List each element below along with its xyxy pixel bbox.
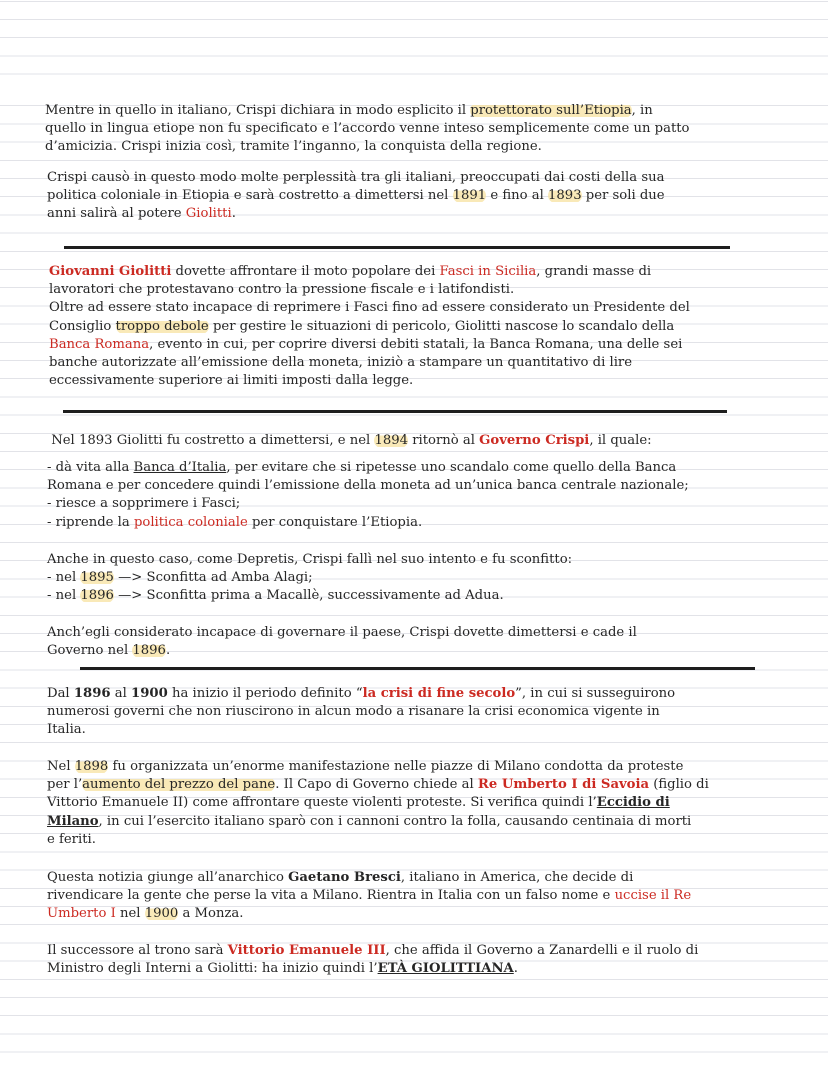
text-run: politica coloniale in Etiopia e sarà costretto a dimettersi nel [47,188,453,204]
paragraph-protettorato [45,102,690,157]
text-run: , in cui l’esercito italiano sparò con i cannoni contro la folla, causando centinaia di morti [98,813,692,829]
paragraph-crisi-fine-secolo [47,685,675,740]
text-run: per soli due [581,188,665,204]
bold-term: Gaetano Bresci [288,870,401,885]
text-run: Dal [47,686,74,701]
list-item [47,514,689,532]
text-run: , che affida il Governo a Zanardelli e il ruolo di [385,943,699,958]
list-item [47,459,689,477]
red-bold-term: Governo Crispi [479,433,590,448]
text-line [49,263,690,281]
text-line [47,776,709,794]
red-bold-term: la crisi di fine secolo [362,686,516,701]
text-run: per conquistare l’Etiopia. [247,514,423,530]
highlight-year: 1894 [374,433,409,448]
highlight-protettorato: protettorato sull’Etiopia [470,103,632,118]
text-line [47,432,652,450]
text-line [49,336,690,354]
text-line: Crispi causò in questo modo molte perplessità tra gli italiani, preoccupati dai costi della sua [47,170,665,185]
paragraph-giolitti [49,263,690,390]
text-run: rivendicare la gente che perse la vita a Milano. Rientra in Italia con un falso nome e [47,888,615,904]
red-term: Umberto I [47,906,116,922]
highlight-prezzo-pane: aumento del prezzo del pane [82,777,276,793]
text-line: numerosi governi che non riuscirono in alcun modo a risanare la crisi economica vigente in [47,704,660,720]
highlight-troppo-debole: troppo debole [115,318,209,334]
text-line: banche autorizzate all’emissione della moneta, iniziò a stampare un quantitativo di lire [49,355,633,371]
text-run: Ministro degli Interni a Giolitti: ha inizio quindi l’ [47,961,378,977]
text-line [47,205,665,223]
highlight-year: 1893 [548,188,582,204]
text-run: al [110,686,132,701]
text-run: - nel [47,570,81,586]
text-run: —> Sconfitta ad Amba Alagi; [113,570,313,586]
red-term: Banca Romana [49,336,150,352]
text-line [47,960,698,978]
underlined-term: Banca d’Italia [133,460,227,475]
text-line [47,887,691,905]
text-run: Vittorio Emanuele II) come affrontare queste violenti proteste. Si verifica quindi l’ [47,795,597,811]
separator-line [63,410,727,413]
text-line [47,942,698,960]
text-line: eccessivamente superiore ai limiti imposti dalla legge. [49,373,414,389]
list-item [47,587,572,605]
list-item [47,569,572,587]
text-run: Il successore al trono sarà [47,943,228,958]
text-line: Oltre ad essere stato incapace di reprimere i Fasci fino ad essere considerato un Presidente del [49,300,690,316]
text-line [49,318,690,336]
text-run: ritornò al [408,433,480,448]
list-item: - riesce a sopprimere i Fasci; [47,496,241,512]
text-line [47,813,709,831]
red-term: Fasci in Sicilia [439,264,537,279]
text-line [47,869,691,887]
text-line: Anche in questo caso, come Depretis, Crispi fallì nel suo intento e fu sconfitto: [47,552,573,567]
text-run: , in [631,103,653,118]
text-line: Romana e per concedere quindi l’emissione della moneta ad un’unica banca centrale nazionale; [47,478,689,494]
highlight-year: 1895 [80,570,114,586]
text-line: lavoratori che protestavano contro la pressione fiscale e i latifondisti. [49,282,515,298]
text-line [45,102,690,120]
text-run: , il quale: [589,433,652,448]
bold-underlined-term: ETÀ GIOLITTIANA [377,961,514,977]
text-line [47,758,709,776]
text-line [47,187,665,205]
paragraph-dimissioni-crispi [47,169,665,224]
text-run: —> Sconfitta prima a Macallè, successivamente ad Adua. [113,588,504,604]
red-bold-term: Re Umberto I di Savoia [477,777,650,793]
paragraph-bresci [47,869,691,924]
text-run: nel [115,906,145,922]
paragraph-sconfitte [47,551,572,606]
text-line: quello in lingua etiope non fu specificato e l’accordo venne inteso semplicemente come un patto [45,121,690,137]
text-run: per gestire le situazioni di pericolo, Giolitti nascose lo scandalo della [208,318,675,334]
red-bold-term: Giovanni Giolitti [49,264,172,279]
separator-line [64,246,730,249]
text-line [47,685,675,703]
list-governo-crispi [47,459,689,532]
text-line: Anch’egli considerato incapace di governare il paese, Crispi dovette dimettersi e cade il [47,625,637,640]
text-run: - dà vita alla [47,460,134,475]
highlight-year: 1896 [80,588,114,604]
red-bold-term: Vittorio Emanuele III [227,943,386,958]
text-run: , evento in cui, per coprire diversi debiti statali, la Banca Romana, una delle sei [149,336,683,352]
red-term: politica coloniale [133,514,248,530]
text-run: Nel 1893 Giolitti fu costretto a dimettersi, e nel [51,433,375,448]
text-line: Italia. [47,722,86,738]
paragraph-moti-milano [47,758,709,849]
text-run: - riprende la [47,514,134,530]
bold-underlined-term: Eccidio di [596,795,670,811]
bold-underlined-term: Milano [47,813,99,829]
red-term: Giolitti [185,206,232,222]
text-run: , per evitare che si ripetesse uno scandalo come quello della Banca [226,460,677,475]
text-run: Mentre in quello in italiano, Crispi dichiara in modo esplicito il [45,103,471,118]
text-run: e fino al [486,188,549,204]
text-run: , grandi masse di [536,264,652,279]
text-run: a Monza. [178,906,244,922]
text-line [47,642,637,660]
text-run: fu organizzata un’enorme manifestazione nelle piazze di Milano condotta da proteste [108,759,684,774]
text-run: Consiglio [49,318,116,334]
text-run: . Il Capo di Governo chiede al [275,777,478,793]
text-run: anni salirà al potere [47,206,186,222]
text-run: . [513,961,518,977]
text-run: ”, in cui si susseguirono [515,686,676,701]
text-run: ha inizio il periodo definito “ [167,686,363,701]
highlight-year: 1891 [452,188,487,204]
text-run: (figlio di [649,777,709,793]
text-run: - nel [47,588,81,604]
text-run: Questa notizia giunge all’anarchico [47,870,289,885]
bold-year: 1896 [73,686,111,701]
text-run: . [165,643,171,659]
highlight-year: 1896 [132,643,166,659]
paragraph-caduta-governo [47,624,637,660]
text-line [47,905,691,923]
text-run: . [231,206,236,222]
paragraph-successore [47,942,698,978]
text-run: dovette affrontare il moto popolare dei [171,264,440,279]
red-term: uccise il Re [614,888,692,904]
highlight-year: 1900 [144,906,179,922]
highlight-year: 1898 [74,759,109,774]
bold-year: 1900 [131,686,168,701]
paragraph-governo-crispi [47,432,652,450]
text-line: d’amicizia. Crispi inizia così, tramite l’inganno, la conquista della regione. [45,139,542,155]
text-run: Governo nel [47,643,133,659]
text-run: per l’ [47,777,83,793]
text-line [47,794,709,812]
separator-line [80,667,755,670]
text-run: Nel [47,759,75,774]
text-line: e feriti. [47,831,96,847]
text-run: , italiano in America, che decide di [400,870,634,885]
